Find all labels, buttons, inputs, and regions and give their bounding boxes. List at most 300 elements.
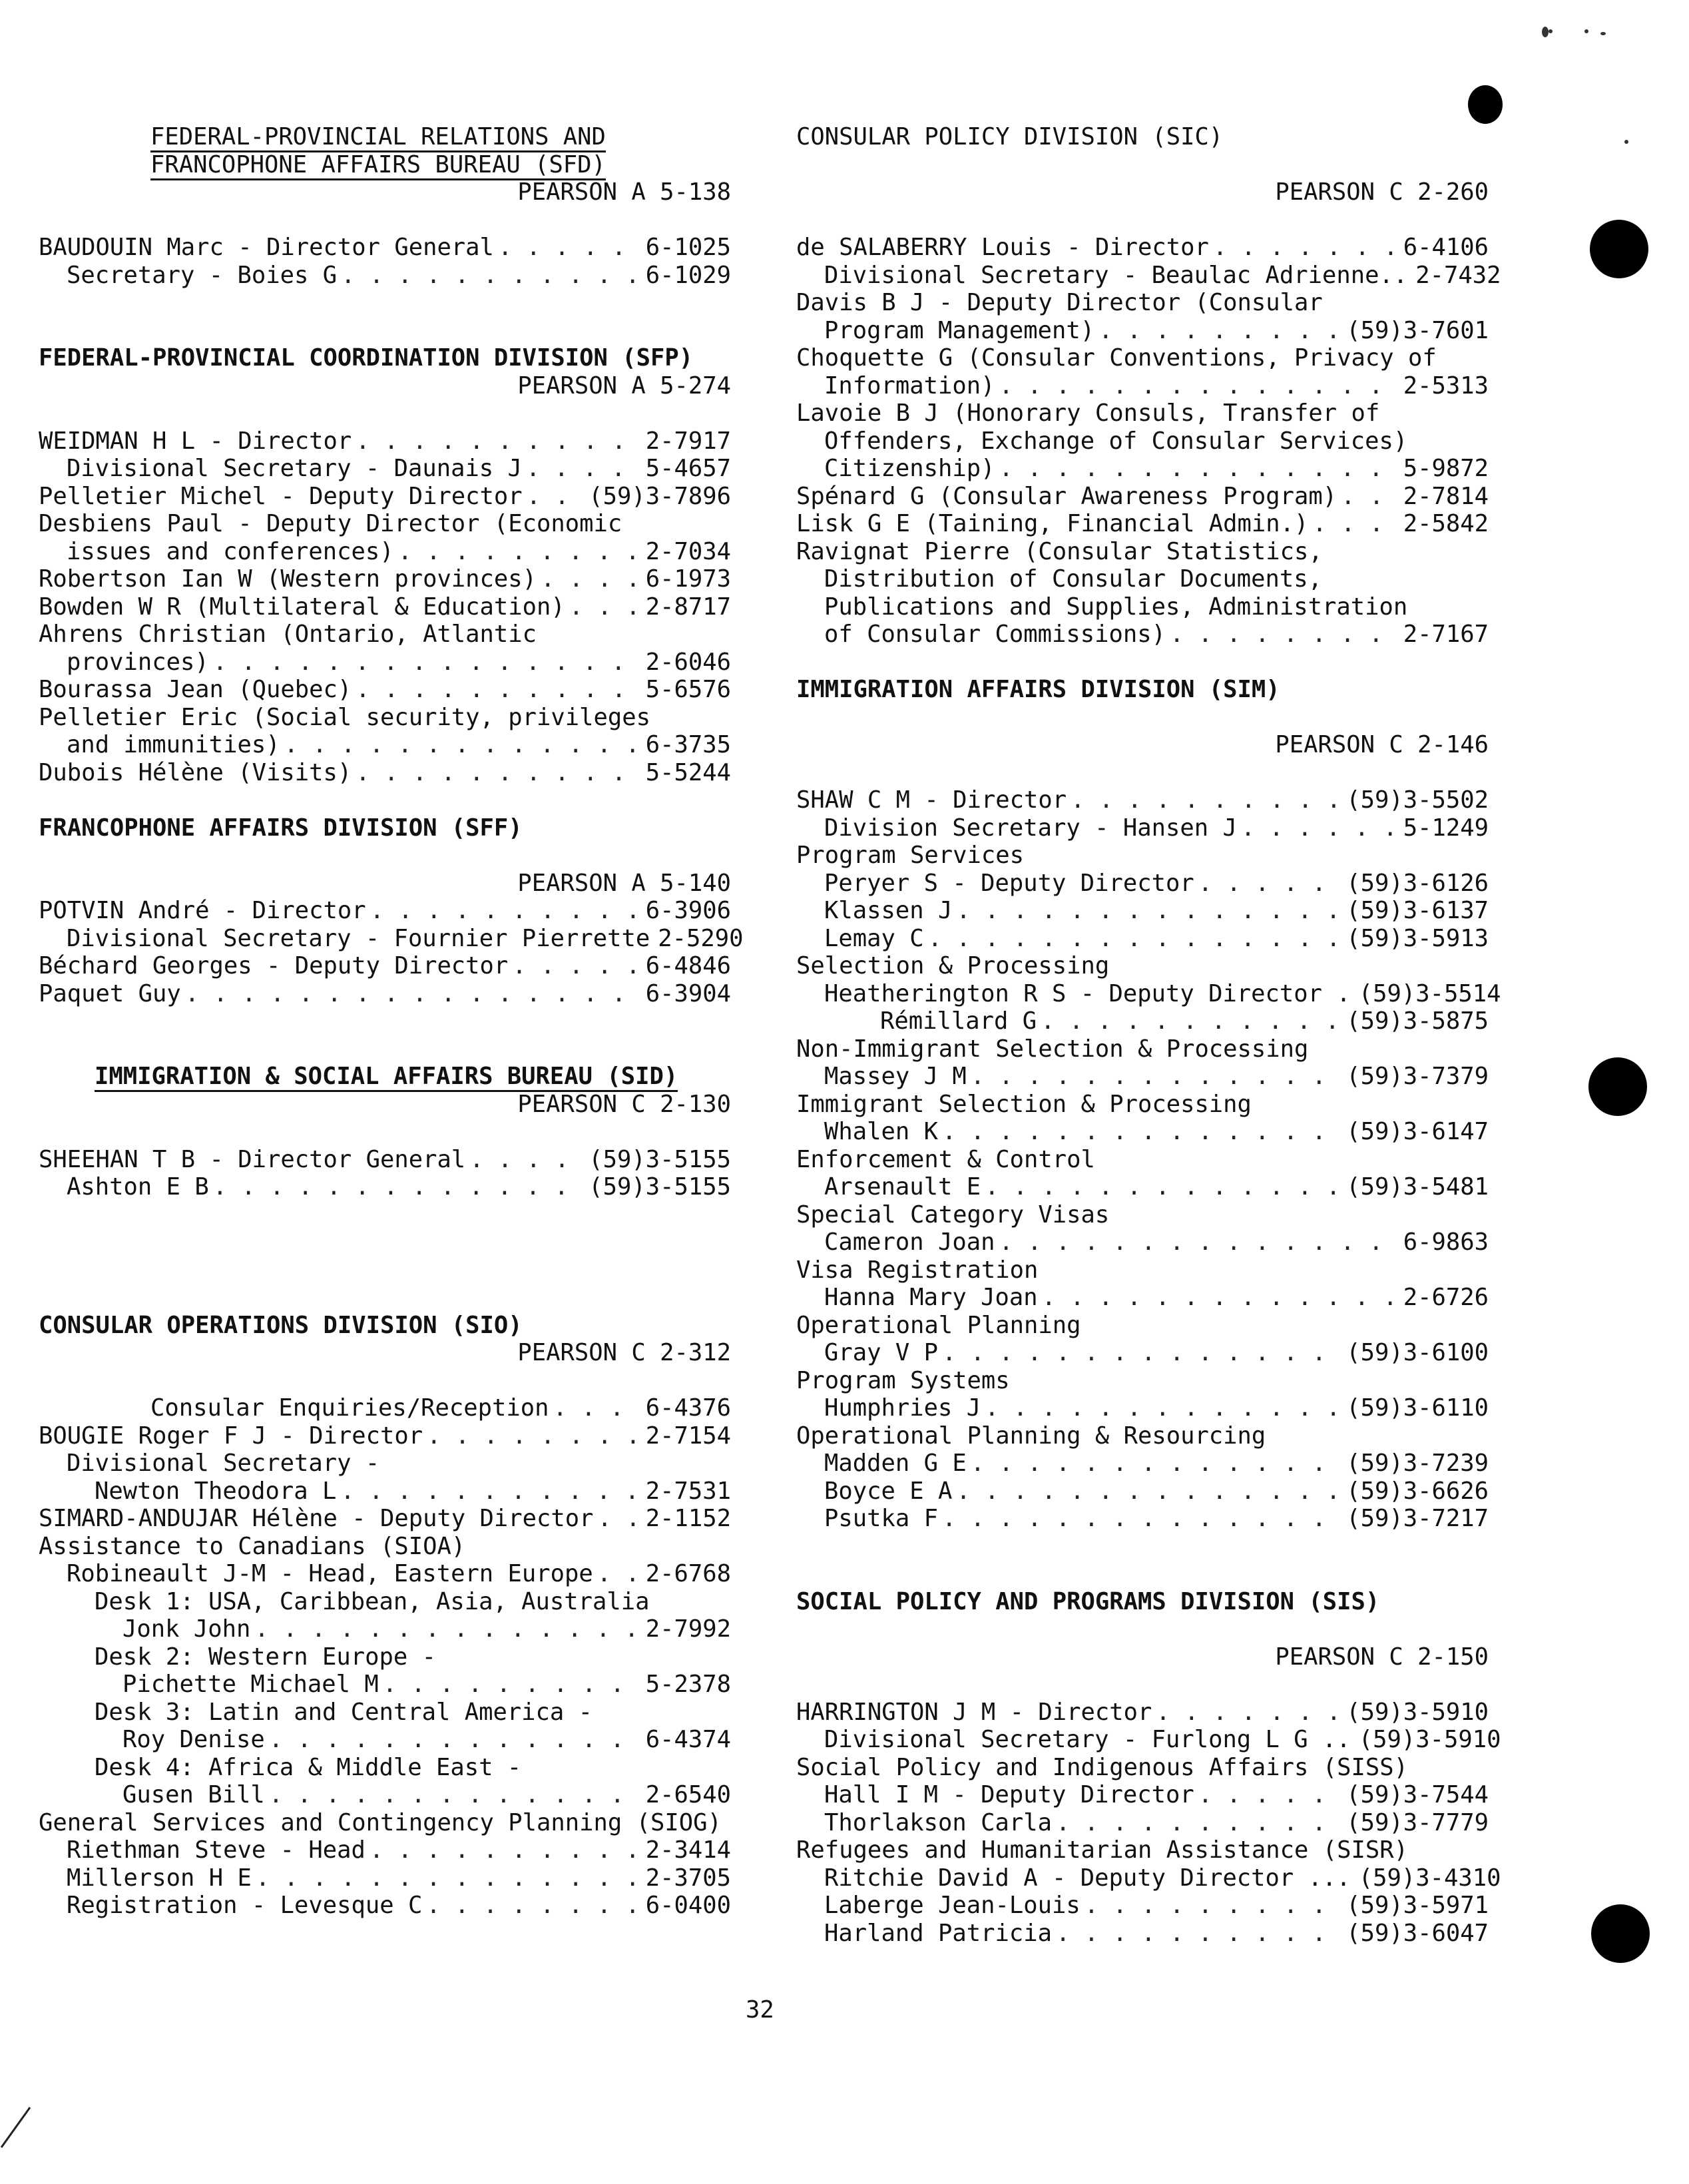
dot-leader bbox=[340, 1478, 641, 1505]
entry-name: SHEEHAN T B - Director General bbox=[39, 1145, 466, 1173]
spacer bbox=[39, 1118, 731, 1146]
dot-leader bbox=[1071, 786, 1342, 814]
entry-name: Divisional Secretary - Fournier Pierrette bbox=[67, 924, 650, 952]
entry-phone: 2-6046 bbox=[645, 648, 731, 676]
dot-leader bbox=[284, 731, 642, 759]
spacer bbox=[39, 289, 731, 344]
directory-entry bbox=[39, 1173, 731, 1201]
entry-name: BOUGIE Roger F J - Director bbox=[39, 1422, 423, 1450]
entry-phone: (59)3-7601 bbox=[1346, 316, 1489, 344]
directory-entry bbox=[796, 925, 1489, 953]
entry-phone: 6-4376 bbox=[645, 1394, 731, 1422]
dot-leader bbox=[999, 372, 1399, 400]
dot-leader bbox=[1041, 1007, 1342, 1035]
directory-entry bbox=[796, 1228, 1489, 1256]
directory-entry bbox=[796, 455, 1489, 483]
directory-text-line: Divisional Secretary - bbox=[67, 1450, 380, 1477]
entry-name: Lemay C bbox=[824, 924, 924, 952]
office-location: PEARSON C 2-146 bbox=[1275, 731, 1489, 758]
dot-leader bbox=[985, 1173, 1342, 1201]
section-heading bbox=[39, 1063, 731, 1091]
directory-text-line: Desk 2: Western Europe - bbox=[95, 1643, 436, 1671]
directory-entry bbox=[796, 1394, 1489, 1422]
directory-text-line: Desk 1: USA, Caribbean, Asia, Australia bbox=[95, 1587, 650, 1615]
directory-entry bbox=[39, 1146, 731, 1174]
directory-text-line: General Services and Contingency Planning (SIOG) bbox=[39, 1808, 722, 1836]
dot-leader bbox=[1098, 317, 1342, 345]
scan-speck bbox=[1624, 140, 1628, 144]
directory-text-line: Program Systems bbox=[796, 1366, 1010, 1394]
entry-name: WEIDMAN H L - Director bbox=[39, 427, 352, 455]
entry-phone: (59)3-7544 bbox=[1346, 1781, 1489, 1808]
directory-text-line: Selection & Processing bbox=[796, 952, 1110, 979]
hole-punch-middle bbox=[1588, 1057, 1647, 1116]
directory-entry bbox=[796, 786, 1489, 814]
section-heading bbox=[39, 1312, 731, 1340]
dot-leader bbox=[526, 455, 642, 483]
dot-leader bbox=[942, 1505, 1342, 1533]
spacer bbox=[39, 1367, 731, 1395]
directory-entry bbox=[39, 538, 731, 566]
directory-entry bbox=[39, 759, 731, 787]
entry-phone: (59)3-6137 bbox=[1346, 897, 1489, 924]
entry-name: Harland Patricia bbox=[824, 1919, 1052, 1947]
entry-name: Massey J M bbox=[824, 1063, 967, 1090]
entry-phone: 2-7432 bbox=[1415, 261, 1501, 289]
directory-entry bbox=[796, 1781, 1489, 1809]
directory-entry bbox=[39, 455, 731, 483]
directory-entry bbox=[39, 897, 731, 925]
directory-entry bbox=[39, 1615, 731, 1643]
directory-text-line: Davis B J - Deputy Director (Consular bbox=[796, 289, 1323, 316]
directory-text-line: Publications and Supplies, Administration bbox=[824, 593, 1408, 621]
directory-text-line: Non-Immigrant Selection & Processing bbox=[796, 1035, 1309, 1063]
dot-leader bbox=[1056, 1809, 1342, 1837]
entry-phone: 6-9863 bbox=[1403, 1228, 1489, 1256]
directory-text-line: Enforcement & Control bbox=[796, 1145, 1095, 1173]
entry-phone: 6-3735 bbox=[645, 731, 731, 758]
section-heading-text: CONSULAR POLICY DIVISION (SIC) bbox=[796, 123, 1224, 150]
dot-leader bbox=[213, 1173, 585, 1201]
directory-entry bbox=[39, 262, 731, 290]
entry-phone: 2-7154 bbox=[645, 1422, 731, 1450]
dot-leader bbox=[398, 538, 642, 566]
entry-phone: 2-6540 bbox=[645, 1781, 731, 1808]
entry-name: Bowden W R (Multilateral & Education) bbox=[39, 593, 565, 621]
right-column bbox=[796, 123, 1501, 1947]
entry-phone: 6-1973 bbox=[645, 565, 731, 593]
spacer bbox=[39, 786, 731, 814]
directory-text-line: Choquette G (Consular Conventions, Privacy of bbox=[796, 344, 1437, 372]
entry-phone: 6-0400 bbox=[645, 1892, 731, 1919]
entry-phone: 6-4846 bbox=[645, 952, 731, 979]
entry-name: Lisk G E (Taining, Financial Admin.) bbox=[796, 510, 1309, 537]
directory-entry bbox=[39, 593, 731, 621]
directory-entry bbox=[39, 1394, 731, 1422]
dot-leader bbox=[256, 1864, 642, 1892]
directory-entry bbox=[39, 1422, 731, 1450]
directory-text-line: Assistance to Canadians (SIOA) bbox=[39, 1532, 466, 1560]
directory-entry bbox=[796, 1920, 1489, 1948]
directory-entry bbox=[796, 372, 1489, 400]
dot-leader bbox=[999, 455, 1399, 483]
spacer bbox=[39, 1284, 731, 1312]
entry-phone: 2-6726 bbox=[1403, 1284, 1489, 1311]
entry-phone: (59)3-5155 bbox=[589, 1145, 731, 1173]
entry-phone: 2-3705 bbox=[645, 1864, 731, 1892]
entry-phone: (59)3-5481 bbox=[1346, 1173, 1489, 1201]
directory-entry bbox=[796, 1063, 1489, 1091]
dot-leader bbox=[569, 593, 642, 621]
section-heading-text: FEDERAL-PROVINCIAL COORDINATION DIVISION (SFP) bbox=[39, 344, 694, 372]
entry-phone: 2-7917 bbox=[645, 427, 731, 455]
spacer bbox=[796, 649, 1489, 677]
dot-leader bbox=[971, 1450, 1343, 1478]
entry-phone: (59)3-5910 bbox=[1346, 1698, 1489, 1726]
entry-phone: 5-4657 bbox=[645, 455, 731, 482]
entry-name: HARRINGTON J M - Director bbox=[796, 1698, 1152, 1726]
dot-leader bbox=[1213, 234, 1399, 262]
entry-name: SIMARD-ANDUJAR Hélène - Deputy Director bbox=[39, 1505, 594, 1532]
section-heading-text: CONSULAR OPERATIONS DIVISION (SIO) bbox=[39, 1311, 523, 1339]
directory-text-line: Distribution of Consular Documents, bbox=[824, 565, 1323, 593]
entry-name: Divisional Secretary - Beaulac Adrienne.. bbox=[824, 261, 1408, 289]
entry-phone: (59)3-7239 bbox=[1346, 1450, 1489, 1477]
directory-text-line: Refugees and Humanitarian Assistance (SISR) bbox=[796, 1836, 1409, 1864]
dot-leader bbox=[370, 897, 642, 925]
dot-leader bbox=[985, 1394, 1342, 1422]
section-heading bbox=[39, 344, 731, 372]
directory-text-line: Visa Registration bbox=[796, 1256, 1039, 1284]
entry-name: Arsenault E bbox=[824, 1173, 981, 1201]
section-heading-text: SOCIAL POLICY AND PROGRAMS DIVISION (SIS) bbox=[796, 1587, 1380, 1615]
dot-leader bbox=[356, 676, 642, 704]
directory-entry bbox=[796, 870, 1489, 898]
section-heading-text: IMMIGRATION AFFAIRS DIVISION (SIM) bbox=[796, 676, 1280, 703]
section-heading bbox=[796, 123, 1489, 151]
entry-name: Riethman Steve - Head bbox=[67, 1836, 365, 1864]
entry-phone: 6-3906 bbox=[645, 897, 731, 924]
entry-phone: 2-1152 bbox=[645, 1505, 731, 1532]
directory-entry bbox=[39, 1671, 731, 1699]
directory-entry bbox=[796, 1118, 1489, 1146]
dot-leader bbox=[971, 1063, 1343, 1091]
spacer bbox=[39, 400, 731, 427]
directory-entry bbox=[796, 979, 1501, 1008]
directory-text-line: Desbiens Paul - Deputy Director (Economic bbox=[39, 510, 622, 537]
dot-leader bbox=[598, 1505, 642, 1533]
dot-leader bbox=[928, 925, 1343, 953]
directory-entry bbox=[39, 1781, 731, 1809]
entry-name: Psutka F bbox=[824, 1505, 938, 1532]
directory-entry bbox=[796, 234, 1489, 262]
entry-phone: 6-3904 bbox=[645, 979, 731, 1007]
section-heading bbox=[796, 1588, 1489, 1616]
directory-entry bbox=[796, 1478, 1489, 1505]
entry-name: Pichette Michael M bbox=[122, 1671, 379, 1698]
spacer bbox=[39, 1007, 731, 1063]
entry-name: Millerson H E bbox=[67, 1864, 252, 1892]
dot-leader bbox=[269, 1726, 642, 1754]
office-location: PEARSON C 2-150 bbox=[1275, 1643, 1489, 1671]
dot-leader bbox=[341, 262, 642, 290]
dot-leader bbox=[1170, 621, 1399, 649]
entry-phone: (59)3-6126 bbox=[1346, 869, 1489, 897]
entry-name: Ritchie David A - Deputy Director ... bbox=[824, 1864, 1351, 1892]
spacer bbox=[39, 842, 731, 870]
entry-phone: 5-1249 bbox=[1403, 814, 1489, 842]
directory-entry bbox=[796, 1505, 1489, 1533]
entry-name: Peryer S - Deputy Director bbox=[824, 869, 1194, 897]
dot-leader bbox=[942, 1339, 1342, 1367]
corner-mark bbox=[0, 2084, 40, 2151]
dot-leader bbox=[512, 952, 641, 980]
entry-phone: (59)3-6047 bbox=[1346, 1919, 1489, 1947]
directory-entry bbox=[39, 483, 731, 511]
dot-leader bbox=[185, 980, 642, 1008]
directory-entry bbox=[796, 1007, 1489, 1035]
directory-entry bbox=[39, 676, 731, 704]
directory-entry bbox=[796, 1173, 1489, 1201]
scan-speck bbox=[1549, 29, 1553, 33]
entry-phone: (59)3-5514 bbox=[1358, 979, 1501, 1007]
entry-phone: 5-9872 bbox=[1403, 455, 1489, 482]
entry-name: Paquet Guy bbox=[39, 979, 181, 1007]
directory-text-line: Operational Planning & Resourcing bbox=[796, 1422, 1266, 1450]
directory-entry bbox=[39, 1726, 731, 1754]
entry-phone: 2-3414 bbox=[645, 1836, 731, 1864]
entry-name: Whalen K bbox=[824, 1118, 938, 1145]
entry-name: Heatherington R S - Deputy Director . bbox=[824, 979, 1351, 1007]
directory-entry bbox=[796, 1726, 1501, 1754]
entry-name: Rémillard G bbox=[880, 1007, 1037, 1035]
directory-entry bbox=[796, 483, 1489, 511]
directory-text-line: Operational Planning bbox=[796, 1311, 1081, 1339]
entry-phone: (59)3-7779 bbox=[1346, 1808, 1489, 1836]
directory-entry bbox=[796, 317, 1489, 345]
entry-phone: 6-1029 bbox=[645, 261, 731, 289]
entry-phone: (59)3-6110 bbox=[1346, 1394, 1489, 1422]
entry-name: Thorlakson Carla bbox=[824, 1808, 1052, 1836]
hole-punch-top bbox=[1468, 85, 1503, 124]
entry-phone: 2-7531 bbox=[645, 1477, 731, 1505]
entry-name: Cameron Joan bbox=[824, 1228, 995, 1256]
directory-entry bbox=[39, 1864, 731, 1892]
entry-phone: (59)3-4310 bbox=[1358, 1864, 1501, 1892]
entry-name: Klassen J bbox=[824, 897, 953, 924]
entry-name: SHAW C M - Director bbox=[796, 786, 1067, 814]
entry-name: Consular Enquiries/Reception bbox=[150, 1394, 549, 1422]
dot-leader bbox=[1341, 483, 1399, 511]
office-location: PEARSON A 5-140 bbox=[517, 869, 731, 897]
directory-entry bbox=[39, 427, 731, 455]
entry-name: Laberge Jean-Louis bbox=[824, 1892, 1081, 1919]
entry-phone: 2-5290 bbox=[658, 924, 744, 952]
spacer bbox=[796, 1533, 1489, 1588]
dot-leader bbox=[498, 234, 642, 262]
entry-phone: (59)3-5971 bbox=[1346, 1892, 1489, 1919]
entry-phone: 2-5313 bbox=[1403, 372, 1489, 400]
dot-leader bbox=[956, 1478, 1342, 1505]
entry-name: Humphries J bbox=[824, 1394, 981, 1422]
directory-entry bbox=[796, 510, 1489, 538]
entry-name: Newton Theodora L bbox=[95, 1477, 337, 1505]
directory-text-line: Special Category Visas bbox=[796, 1201, 1110, 1228]
entry-phone: (59)3-5913 bbox=[1346, 924, 1489, 952]
entry-name: Divisional Secretary - Daunais J bbox=[67, 455, 522, 482]
directory-entry bbox=[39, 924, 744, 953]
scan-speck bbox=[1584, 29, 1588, 33]
entry-name: Hall I M - Deputy Director bbox=[824, 1781, 1194, 1808]
dot-leader bbox=[254, 1615, 641, 1643]
directory-entry bbox=[796, 1864, 1501, 1892]
directory-entry bbox=[39, 1560, 731, 1588]
dot-leader bbox=[1198, 870, 1343, 898]
directory-entry bbox=[39, 952, 731, 980]
entry-phone: (59)3-5155 bbox=[589, 1173, 731, 1201]
entry-phone: 2-7992 bbox=[645, 1615, 731, 1643]
section-heading bbox=[796, 676, 1489, 704]
entry-name: Dubois Hélène (Visits) bbox=[39, 758, 352, 786]
dot-leader bbox=[356, 759, 642, 787]
entry-name: Boyce E A bbox=[824, 1477, 953, 1505]
directory-text-line: Social Policy and Indigenous Affairs (SISS) bbox=[796, 1753, 1409, 1781]
section-heading-text: FEDERAL-PROVINCIAL RELATIONS AND bbox=[150, 123, 606, 152]
entry-phone: (59)3-5875 bbox=[1346, 1007, 1489, 1035]
entry-name: Gray V P bbox=[824, 1339, 938, 1366]
dot-leader bbox=[269, 1781, 642, 1809]
directory-entry bbox=[39, 565, 731, 593]
directory-text-line: Program Services bbox=[796, 842, 1024, 869]
entry-name: Robineault J-M - Head, Eastern Europe bbox=[67, 1560, 593, 1587]
directory-entry bbox=[796, 1450, 1489, 1478]
dot-leader bbox=[369, 1836, 642, 1864]
directory-entry bbox=[796, 1339, 1489, 1367]
office-location: PEARSON C 2-312 bbox=[517, 1339, 731, 1366]
section-heading-text: FRANCOPHONE AFFAIRS BUREAU (SFD) bbox=[150, 151, 606, 180]
office-location: PEARSON A 5-138 bbox=[517, 178, 731, 206]
office-location: PEARSON A 5-274 bbox=[517, 372, 731, 400]
spacer bbox=[39, 1201, 731, 1284]
entry-name: Béchard Georges - Deputy Director bbox=[39, 952, 509, 979]
entry-phone: (59)3-6626 bbox=[1346, 1477, 1489, 1505]
entry-name: POTVIN André - Director bbox=[39, 897, 366, 924]
section-heading bbox=[39, 814, 731, 842]
office-location: PEARSON C 2-260 bbox=[1275, 178, 1489, 206]
entry-name: and immunities) bbox=[67, 731, 280, 758]
dot-leader bbox=[1042, 1284, 1399, 1312]
entry-phone: 5-2378 bbox=[645, 1671, 731, 1698]
entry-name: Program Management) bbox=[824, 316, 1095, 344]
entry-name: Gusen Bill bbox=[122, 1781, 265, 1808]
directory-entry bbox=[39, 1836, 731, 1864]
directory-entry bbox=[39, 980, 731, 1008]
dot-leader bbox=[1056, 1920, 1342, 1948]
office-location: PEARSON C 2-130 bbox=[517, 1090, 731, 1118]
section-heading bbox=[39, 123, 731, 151]
entry-phone: (59)3-7217 bbox=[1346, 1505, 1489, 1532]
entry-phone: 6-4106 bbox=[1403, 234, 1489, 261]
entry-name: Information) bbox=[824, 372, 995, 400]
entry-phone: 5-6576 bbox=[645, 676, 731, 703]
entry-phone: 2-6768 bbox=[645, 1560, 731, 1587]
entry-phone: 2-7814 bbox=[1403, 482, 1489, 510]
spacer bbox=[796, 1615, 1489, 1643]
dot-leader bbox=[427, 1422, 642, 1450]
entry-name: Secretary - Boies G bbox=[67, 261, 338, 289]
spacer bbox=[796, 704, 1489, 732]
dot-leader bbox=[942, 1118, 1342, 1146]
entry-name: Pelletier Michel - Deputy Director bbox=[39, 482, 523, 510]
entry-name: Hanna Mary Joan bbox=[824, 1284, 1038, 1311]
entry-name: Divisional Secretary - Furlong L G .. bbox=[824, 1726, 1351, 1753]
dot-leader bbox=[1198, 1781, 1343, 1809]
dot-leader bbox=[553, 1394, 641, 1422]
directory-entry bbox=[39, 649, 731, 677]
entry-phone: 2-7167 bbox=[1403, 621, 1489, 648]
directory-entry bbox=[39, 234, 731, 262]
directory-text-line: Ravignat Pierre (Consular Statistics, bbox=[796, 537, 1323, 565]
directory-entry bbox=[796, 1699, 1489, 1727]
entry-name: provinces) bbox=[67, 648, 209, 676]
section-heading bbox=[39, 151, 731, 179]
entry-name: of Consular Commissions) bbox=[824, 621, 1166, 648]
directory-entry bbox=[796, 1284, 1489, 1312]
directory-entry bbox=[39, 1892, 731, 1920]
entry-name: Spénard G (Consular Awareness Program) bbox=[796, 482, 1337, 510]
entry-phone: 2-5842 bbox=[1403, 510, 1489, 537]
entry-phone: 6-4374 bbox=[645, 1726, 731, 1753]
directory-entry bbox=[796, 1892, 1489, 1920]
dot-leader bbox=[1312, 510, 1399, 538]
dot-leader bbox=[999, 1228, 1399, 1256]
hole-punch-lower bbox=[1591, 1904, 1650, 1963]
entry-name: Division Secretary - Hansen J bbox=[824, 814, 1237, 842]
dot-leader bbox=[383, 1671, 642, 1699]
dot-leader bbox=[1241, 814, 1399, 842]
entry-phone: (59)3-6100 bbox=[1346, 1339, 1489, 1366]
dot-leader bbox=[426, 1892, 641, 1920]
entry-phone: 2-8717 bbox=[645, 593, 731, 621]
entry-name: Madden G E bbox=[824, 1450, 967, 1477]
entry-name: Bourassa Jean (Quebec) bbox=[39, 676, 352, 703]
directory-entry bbox=[796, 897, 1489, 925]
directory-text-line: Lavoie B J (Honorary Consuls, Transfer of bbox=[796, 400, 1380, 427]
entry-phone: (59)3-5910 bbox=[1358, 1726, 1501, 1753]
entry-phone: 2-7034 bbox=[645, 537, 731, 565]
entry-phone: (59)3-5502 bbox=[1346, 786, 1489, 814]
dot-leader bbox=[1085, 1892, 1343, 1920]
dot-leader bbox=[956, 897, 1342, 925]
directory-entry bbox=[39, 731, 731, 759]
entry-name: Jonk John bbox=[122, 1615, 251, 1643]
scan-speck bbox=[1542, 27, 1549, 37]
directory-text-line: Immigrant Selection & Processing bbox=[796, 1090, 1252, 1118]
hole-punch-upper bbox=[1590, 220, 1648, 278]
directory-entry bbox=[39, 1478, 731, 1505]
dot-leader bbox=[469, 1146, 585, 1174]
directory-entry bbox=[796, 261, 1501, 290]
section-heading-text: IMMIGRATION & SOCIAL AFFAIRS BUREAU (SID) bbox=[95, 1063, 678, 1092]
directory-entry bbox=[796, 1809, 1489, 1837]
entry-name: Citizenship) bbox=[824, 455, 995, 482]
entry-name: de SALABERRY Louis - Director bbox=[796, 234, 1209, 261]
directory-entry bbox=[796, 814, 1489, 842]
entry-phone: (59)3-7379 bbox=[1346, 1063, 1489, 1090]
entry-name: issues and conferences) bbox=[67, 537, 394, 565]
entry-name: Ashton E B bbox=[67, 1173, 209, 1201]
spacer bbox=[39, 206, 731, 234]
